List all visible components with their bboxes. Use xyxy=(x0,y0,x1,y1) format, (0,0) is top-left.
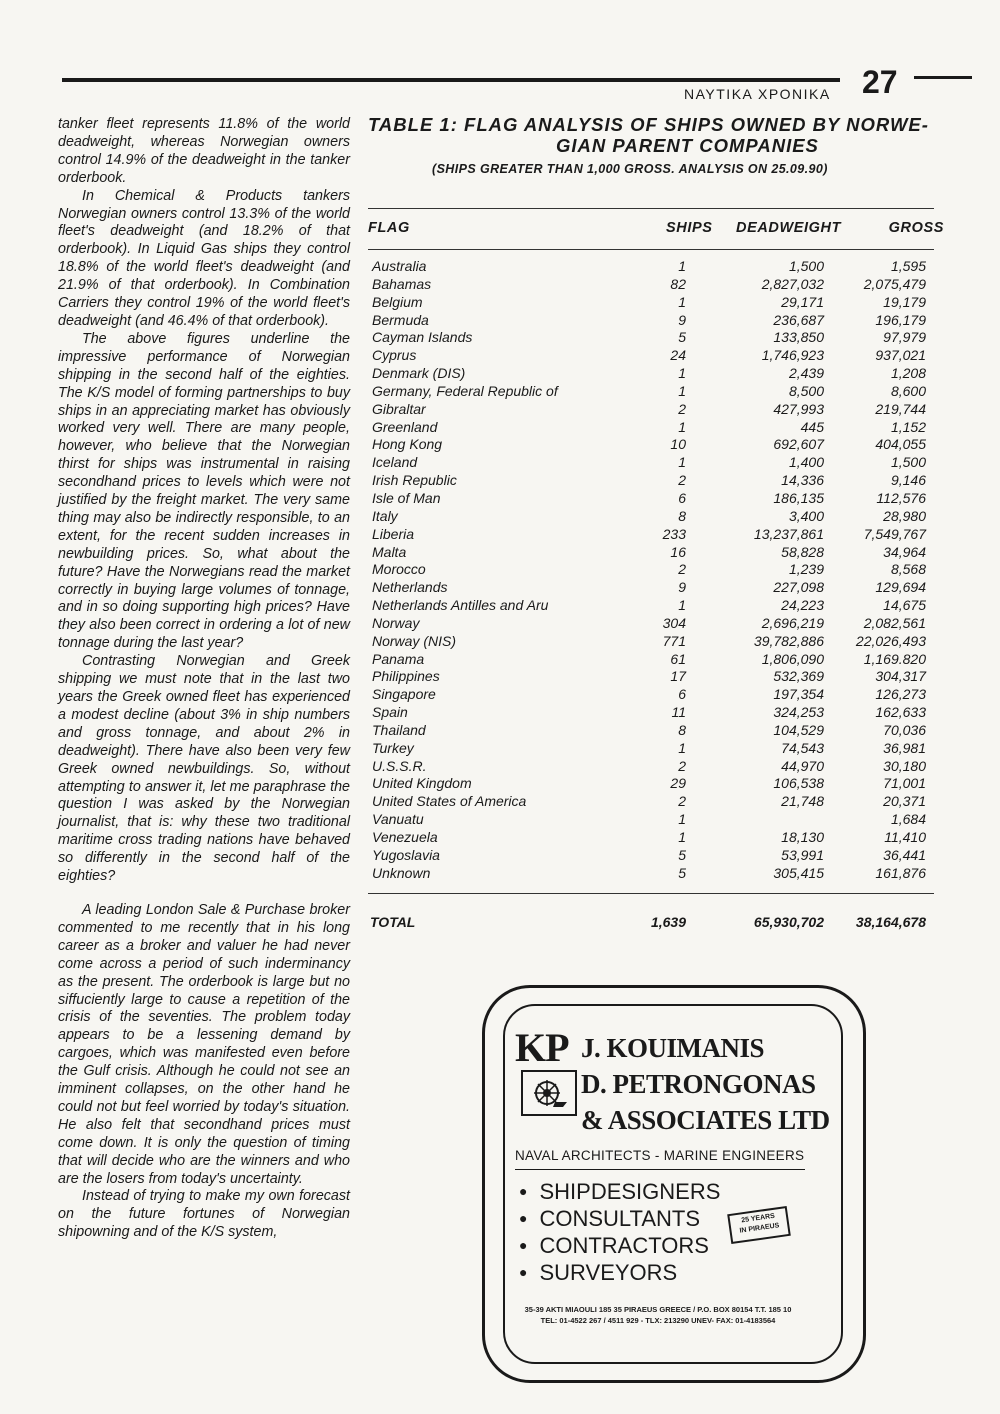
table-header-rule xyxy=(368,249,934,250)
row-gross: 14,675 xyxy=(883,597,926,614)
row-gross: 1,152 xyxy=(890,418,926,435)
row-gross: 196,179 xyxy=(875,311,926,328)
flag-analysis-table xyxy=(368,208,944,932)
article-paragraph: In Chemical & Products tankers Norwegian owners control 13.3% of the world fleet's deadweight (and 18.2% of that orderbook). In Liquid Gas ships they control 18.8% of the world fleet's deadweight (and 21.9% of that orderbook). In Combination Carriers they control 19% of the world fleet's deadweight (and 46.4% of that orderbook). xyxy=(58,187,350,329)
row-deadweight: 1,400 xyxy=(788,454,824,471)
row-deadweight: 445 xyxy=(800,418,824,435)
row-flag: Liberia xyxy=(372,525,415,542)
row-flag: Turkey xyxy=(372,739,414,756)
row-flag: United Kingdom xyxy=(372,775,472,792)
row-deadweight: 3,400 xyxy=(788,507,824,524)
row-deadweight: 236,687 xyxy=(773,311,824,328)
row-deadweight: 2,439 xyxy=(788,365,824,382)
row-gross: 112,576 xyxy=(876,489,926,506)
row-ships: 304 xyxy=(662,614,686,631)
row-flag: Yugoslavia xyxy=(372,846,440,863)
contact-address xyxy=(513,1304,803,1326)
row-gross: 22,026,493 xyxy=(855,632,926,649)
service-item: ● SHIPDESIGNERS xyxy=(519,1178,720,1205)
row-ships: 1 xyxy=(678,597,686,614)
row-ships: 10 xyxy=(670,436,686,453)
table-bottom-rule xyxy=(368,893,934,894)
article-paragraph: tanker fleet represents 11.8% of the world deadweight, whereas Norwegian owners control 14.9% of the deadweight in the tanker orderbook. xyxy=(58,116,350,186)
row-gross: 404,055 xyxy=(875,436,926,453)
row-gross: 162,633 xyxy=(875,704,926,721)
row-ships: 1 xyxy=(678,829,686,845)
row-deadweight: 197,354 xyxy=(773,686,824,703)
table-subtitle: (SHIPS GREATER THAN 1,000 GROSS. ANALYSIS ON 25.09.90) xyxy=(432,162,828,176)
row-ships: 1 xyxy=(678,739,686,756)
table-row xyxy=(368,276,934,294)
row-flag: Thailand xyxy=(372,721,426,738)
row-gross: 129,694 xyxy=(875,579,926,596)
table-row xyxy=(368,490,934,508)
row-ships: 9 xyxy=(678,579,686,596)
service-item: ● CONTRACTORS xyxy=(519,1232,720,1259)
row-deadweight: 13,237,861 xyxy=(753,525,824,542)
row-flag: Panama xyxy=(372,650,425,667)
row-deadweight: 692,607 xyxy=(773,436,824,453)
row-gross: 219,744 xyxy=(875,400,926,417)
row-gross: 7,549,767 xyxy=(863,525,926,542)
row-flag: Netherlands xyxy=(372,579,448,596)
row-deadweight: 305,415 xyxy=(773,864,824,881)
table-row xyxy=(368,544,934,562)
table-row xyxy=(368,383,934,401)
table-row xyxy=(368,472,934,490)
row-deadweight: 58,828 xyxy=(781,543,824,560)
row-flag: Netherlands Antilles and Aru xyxy=(372,597,549,614)
row-deadweight: 133,850 xyxy=(773,329,824,346)
row-ships: 1 xyxy=(678,293,686,310)
service-item: ● SURVEYORS xyxy=(519,1259,720,1286)
table-row xyxy=(368,329,934,347)
row-deadweight: 74,543 xyxy=(781,739,824,756)
address-line: 35-39 AKTI MIAOULI 185 35 PIRAEUS GREECE / P.O. BOX 80154 T.T. 185 10 xyxy=(524,1305,792,1314)
table-row xyxy=(368,847,934,865)
row-deadweight: 14,336 xyxy=(781,472,824,489)
article-paragraph: The above figures underline the impressive performance of Norwegian shipping in the second half of the eighties. The K/S model of forming partnerships to buy ships in an appreciating market has obviously worked very well. There are many people, however, who believe that the Norwegian thirst for ships was instrumental in raising secondhand prices to levels which were not justified by the freight market. The very same thing may also be indirectly responsible, to an extent, for the recent sudden increases in newbuilding prices. So, what about the future? Have the Norwegians read the market correctly in buying large volumes of tonnage, and in so doing supporting high prices? Have they also been correct in ordering a lot of new tonnage during the last year? xyxy=(58,330,350,652)
row-gross: 2,075,479 xyxy=(863,275,926,292)
row-deadweight: 1,239 xyxy=(788,561,824,578)
table-header xyxy=(368,209,944,249)
row-ships: 1 xyxy=(678,258,686,274)
page-number: 27 xyxy=(862,64,898,100)
row-gross: 8,600 xyxy=(890,382,926,399)
row-ships: 82 xyxy=(670,275,686,292)
table-row xyxy=(368,436,934,454)
row-gross: 8,568 xyxy=(890,561,926,578)
row-ships: 16 xyxy=(670,543,686,560)
row-gross: 70,036 xyxy=(883,721,926,738)
table-row xyxy=(368,579,934,597)
row-deadweight: 186,135 xyxy=(773,489,824,506)
row-ships: 1 xyxy=(678,365,686,382)
row-ships: 2 xyxy=(678,472,686,489)
row-flag: Unknown xyxy=(372,864,431,881)
column-header-gross: GROSS xyxy=(888,220,944,236)
firm-name-line: & ASSOCIATES LTD xyxy=(581,1105,830,1135)
row-ships: 6 xyxy=(678,686,686,703)
row-gross: 1,169.820 xyxy=(863,650,926,667)
row-deadweight: 24,223 xyxy=(781,597,824,614)
table-row xyxy=(368,258,934,276)
firm-name-line: D. PETRONGONAS xyxy=(581,1069,816,1099)
row-ships: 1 xyxy=(678,382,686,399)
table-title-line: TABLE 1: FLAG ANALYSIS OF SHIPS OWNED BY NORWE- xyxy=(368,114,929,135)
row-deadweight: 1,746,923 xyxy=(761,347,824,364)
row-flag: Cyprus xyxy=(372,347,417,364)
row-deadweight: 44,970 xyxy=(781,757,824,774)
table-row xyxy=(368,740,934,758)
row-flag: Malta xyxy=(372,543,407,560)
row-ships: 2 xyxy=(678,793,686,810)
table-row xyxy=(368,722,934,740)
table-row xyxy=(368,508,934,526)
row-gross: 97,979 xyxy=(883,329,926,346)
table-title-line: GIAN PARENT COMPANIES xyxy=(556,135,819,156)
table-row xyxy=(368,419,934,437)
row-ships: 5 xyxy=(678,864,686,881)
row-deadweight: 2,696,219 xyxy=(761,614,824,631)
table-row xyxy=(368,561,934,579)
row-deadweight: 104,529 xyxy=(773,721,824,738)
total-deadweight: 65,930,702 xyxy=(753,913,824,930)
row-ships: 5 xyxy=(678,329,686,346)
table-row xyxy=(368,401,934,419)
header-rule-right xyxy=(914,76,972,79)
row-flag: Irish Republic xyxy=(372,472,457,489)
row-gross: 11,410 xyxy=(884,829,926,845)
row-gross: 36,981 xyxy=(883,739,926,756)
article-paragraph: Contrasting Norwegian and Greek shipping we must note that in the last two years the Greek owned fleet has experienced a modest decline (about 3% in ship numbers and gross tonnage, and about 2% in deadweight). There have also been very few Greek owned newbuildings. So, without attempting to answer it, let me paraphrase the question I was asked by the Norwegian journalist, that is: why these two traditional maritime cross trading nations have behaved so differently in the second half of the eighties? xyxy=(58,653,350,885)
article-paragraph: Instead of trying to make my own forecast on the future fortunes of Norwegian shipowning and of the K/S system, xyxy=(58,1188,350,1241)
table-row xyxy=(368,365,934,383)
table-row xyxy=(368,775,934,793)
row-flag: Philippines xyxy=(372,668,440,685)
row-ships: 1 xyxy=(678,418,686,435)
total-ships: 1,639 xyxy=(650,913,686,930)
table-row xyxy=(368,829,934,847)
row-flag: Iceland xyxy=(372,454,418,471)
row-deadweight: 29,171 xyxy=(781,293,824,310)
table-row xyxy=(368,633,934,651)
row-gross: 2,082,561 xyxy=(863,614,926,631)
article-column xyxy=(58,116,350,1242)
row-ships: 11 xyxy=(671,704,686,721)
table-row xyxy=(368,865,934,883)
table-row xyxy=(368,597,934,615)
row-flag: U.S.S.R. xyxy=(372,757,427,774)
table-row xyxy=(368,651,934,669)
row-gross: 20,371 xyxy=(883,793,926,810)
row-gross: 28,980 xyxy=(883,507,926,524)
row-gross: 36,441 xyxy=(883,846,926,863)
row-deadweight: 1,500 xyxy=(788,258,824,274)
total-label: TOTAL xyxy=(370,913,416,930)
table-row xyxy=(368,758,934,776)
firm-name-line: J. KOUIMANIS xyxy=(581,1033,765,1063)
row-gross: 1,500 xyxy=(890,454,926,471)
table-row xyxy=(368,347,934,365)
kp-logo: KP xyxy=(515,1025,569,1070)
row-flag: Vanuatu xyxy=(372,811,424,828)
row-deadweight: 8,500 xyxy=(788,382,824,399)
row-ships: 1 xyxy=(678,454,686,471)
row-deadweight: 53,991 xyxy=(781,846,824,863)
magazine-title: ΝΑΥΤΙΚΑ ΧΡΟΝΙΚΑ xyxy=(684,86,831,102)
address-line: TEL: 01-4522 267 / 4511 929 - TLX: 213290 UNEV- FAX: 01-4183564 xyxy=(540,1316,776,1325)
row-gross: 9,146 xyxy=(890,472,926,489)
row-ships: 6 xyxy=(678,489,686,506)
table-total-row xyxy=(368,902,934,932)
row-gross: 937,021 xyxy=(875,347,926,364)
column-header-deadweight: DEADWEIGHT xyxy=(736,220,842,236)
row-gross: 19,179 xyxy=(883,293,926,310)
row-ships: 8 xyxy=(678,721,686,738)
table-row xyxy=(368,668,934,686)
row-gross: 1,684 xyxy=(890,811,926,828)
row-ships: 61 xyxy=(670,650,686,667)
row-flag: Belgium xyxy=(372,293,423,310)
row-flag: Norway xyxy=(372,614,420,631)
row-gross: 126,273 xyxy=(875,686,926,703)
row-flag: Greenland xyxy=(372,418,438,435)
badge-line: IN PIRAEUS xyxy=(739,1222,780,1235)
row-flag: Isle of Man xyxy=(372,489,441,506)
ship-wheel-icon xyxy=(521,1070,577,1116)
row-flag: Australia xyxy=(372,258,427,274)
row-ships: 5 xyxy=(678,846,686,863)
row-flag: Bahamas xyxy=(372,275,432,292)
table-row xyxy=(368,793,934,811)
row-deadweight: 106,538 xyxy=(773,775,824,792)
row-deadweight: 18,130 xyxy=(781,829,824,845)
table-row xyxy=(368,526,934,544)
table-row xyxy=(368,704,934,722)
row-flag: Morocco xyxy=(372,561,426,578)
column-header-flag: FLAG xyxy=(368,220,410,236)
row-deadweight: 2,827,032 xyxy=(761,275,824,292)
row-ships: 9 xyxy=(678,311,686,328)
profession-line: NAVAL ARCHITECTS - MARINE ENGINEERS xyxy=(515,1148,805,1170)
header-rule-left xyxy=(62,78,840,82)
table-row xyxy=(368,615,934,633)
row-deadweight: 21,748 xyxy=(781,793,824,810)
table-row xyxy=(368,686,934,704)
row-ships: 1 xyxy=(678,811,686,828)
row-gross: 30,180 xyxy=(883,757,926,774)
row-ships: 2 xyxy=(678,400,686,417)
advertisement xyxy=(482,985,866,1383)
row-flag: Singapore xyxy=(372,686,436,703)
badge-line: 25 YEARS xyxy=(740,1212,776,1225)
row-flag: Germany, Federal Republic of xyxy=(372,382,558,399)
table-row xyxy=(368,811,934,829)
row-gross: 1,208 xyxy=(890,365,926,382)
row-gross: 304,317 xyxy=(875,668,926,685)
article-paragraph: A leading London Sale & Purchase broker commented to me recently that in his long career as a broker and valuer he had never come across a period of such inderminancy as the present. The orderbook is large but no siffuciently large to cause a repetition of the crisis of the seventies. The problem today appears to be a lessening demand by cargoes, which was manifested even before the Gulf crisis. Although he could not see an imminent collapses, on the other hand he could not but feel worried by today's situation. He also felt that secondhand prices must come down. It is only the question of timing that will decide who are the winners and who are the losers from today's uncertainty. xyxy=(58,901,350,1187)
total-gross: 38,164,678 xyxy=(855,913,926,930)
row-deadweight: 39,782,886 xyxy=(753,632,824,649)
row-flag: Hong Kong xyxy=(372,436,443,453)
row-gross: 161,876 xyxy=(875,864,926,881)
row-ships: 2 xyxy=(678,757,686,774)
table-row xyxy=(368,312,934,330)
row-flag: Italy xyxy=(372,507,398,524)
table-row xyxy=(368,454,934,472)
row-deadweight: 324,253 xyxy=(773,704,824,721)
row-ships: 8 xyxy=(678,507,686,524)
row-flag: Norway (NIS) xyxy=(372,632,457,649)
table-title xyxy=(368,114,978,156)
table-body xyxy=(368,258,934,883)
row-deadweight: 1,806,090 xyxy=(761,650,824,667)
row-flag: Venezuela xyxy=(372,829,438,845)
row-ships: 29 xyxy=(670,775,686,792)
row-flag: Spain xyxy=(372,704,408,721)
row-ships: 17 xyxy=(670,668,686,685)
row-flag: United States of America xyxy=(372,793,527,810)
row-flag: Denmark (DIS) xyxy=(372,365,466,382)
row-flag: Cayman Islands xyxy=(372,329,473,346)
column-header-ships: SHIPS xyxy=(666,220,713,236)
row-gross: 71,001 xyxy=(883,775,926,792)
row-ships: 24 xyxy=(670,347,686,364)
table-row xyxy=(368,294,934,312)
row-deadweight: 427,993 xyxy=(773,400,824,417)
row-ships: 233 xyxy=(662,525,686,542)
row-gross: 1,595 xyxy=(890,258,926,274)
services-list xyxy=(519,1178,720,1286)
row-deadweight: 227,098 xyxy=(773,579,824,596)
row-flag: Gibraltar xyxy=(372,400,426,417)
row-ships: 2 xyxy=(678,561,686,578)
row-deadweight: 532,369 xyxy=(773,668,824,685)
row-flag: Bermuda xyxy=(372,311,429,328)
service-item: ● CONSULTANTS xyxy=(519,1205,720,1232)
row-gross: 34,964 xyxy=(883,543,926,560)
row-ships: 771 xyxy=(662,632,686,649)
